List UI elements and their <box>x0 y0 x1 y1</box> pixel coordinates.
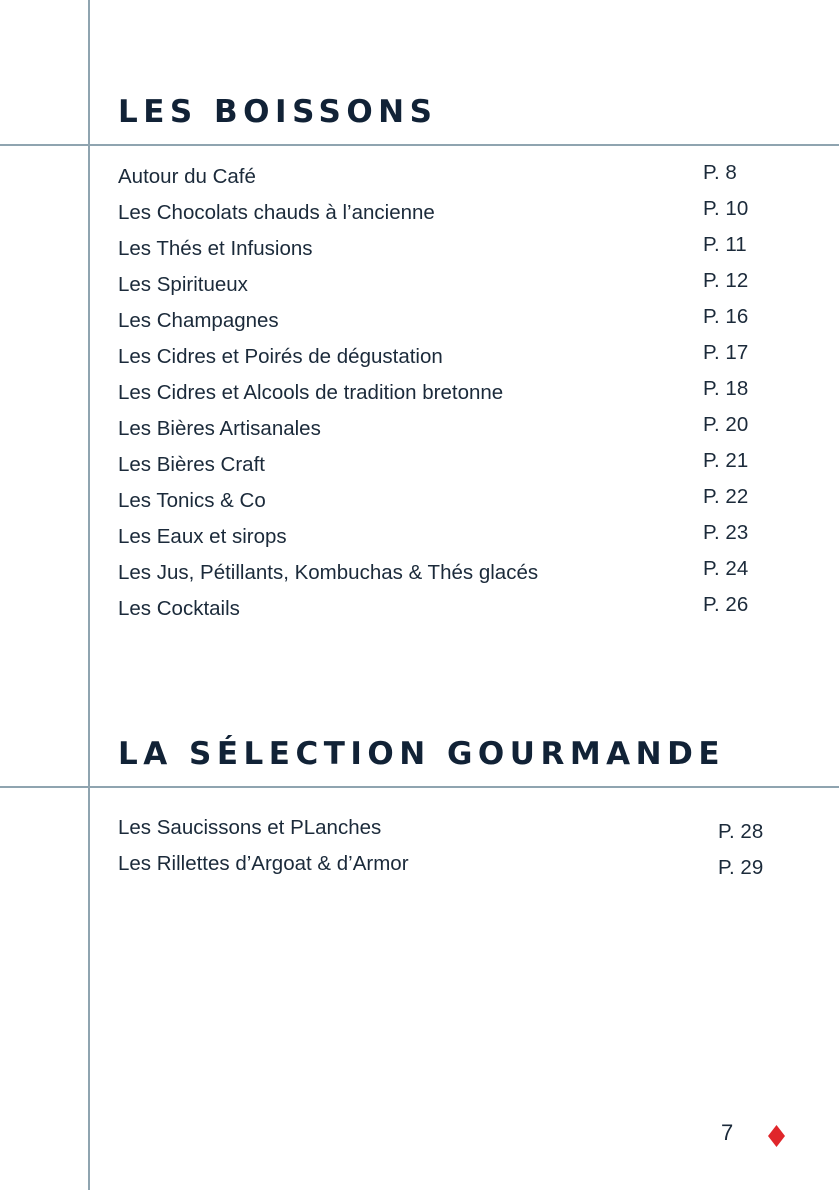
toc-page-ref: P. 28 <box>718 820 764 843</box>
horizontal-rule-boissons <box>0 144 839 146</box>
toc-row[interactable] <box>118 521 758 561</box>
toc-page-ref: P. 17 <box>703 341 749 364</box>
toc-label: Les Cidres et Alcools de tradition bretonne <box>118 381 504 404</box>
toc-label: Les Eaux et sirops <box>118 525 287 548</box>
toc-label: Les Cocktails <box>118 597 240 620</box>
toc-page-ref: P. 23 <box>703 521 749 544</box>
toc-row[interactable] <box>118 161 758 201</box>
page-number: 7 <box>721 1120 734 1145</box>
toc-label: Les Tonics & Co <box>118 489 266 512</box>
toc-label: Les Bières Artisanales <box>118 417 321 440</box>
toc-page-ref: P. 16 <box>703 305 749 328</box>
toc-page-ref: P. 18 <box>703 377 749 400</box>
toc-label: Les Thés et Infusions <box>118 237 313 260</box>
toc-row[interactable] <box>118 816 764 852</box>
toc-row[interactable] <box>118 269 758 309</box>
toc-row[interactable] <box>118 485 758 525</box>
toc-list-gourmande <box>118 816 764 888</box>
toc-label: Les Spiritueux <box>118 273 248 296</box>
toc-row[interactable] <box>118 852 764 888</box>
toc-page-ref: P. 10 <box>703 197 749 220</box>
toc-row[interactable] <box>118 233 758 273</box>
toc-label: Les Cidres et Poirés de dégustation <box>118 345 443 368</box>
vertical-rule <box>88 0 90 1190</box>
toc-list-boissons <box>118 161 758 633</box>
toc-row[interactable] <box>118 305 758 345</box>
toc-page-ref: P. 22 <box>703 485 749 508</box>
toc-label: Les Champagnes <box>118 309 279 332</box>
toc-row[interactable] <box>118 413 758 453</box>
horizontal-rule-gourmande <box>0 786 839 788</box>
toc-label: Les Rillettes d’Argoat & d’Armor <box>118 852 409 875</box>
section-title-gourmande: LA SÉLECTION GOURMANDE <box>118 736 726 772</box>
toc-label: Les Jus, Pétillants, Kombuchas & Thés glacés <box>118 561 539 584</box>
toc-label: Les Bières Craft <box>118 453 265 476</box>
toc-row[interactable] <box>118 593 758 633</box>
toc-page-ref: P. 8 <box>703 161 737 184</box>
toc-row[interactable] <box>118 197 758 237</box>
toc-page-ref: P. 29 <box>718 856 764 879</box>
toc-page-ref: P. 26 <box>703 593 749 616</box>
section-title-boissons: LES BOISSONS <box>118 94 438 130</box>
toc-row[interactable] <box>118 557 758 597</box>
toc-row[interactable] <box>118 449 758 489</box>
toc-row[interactable] <box>118 341 758 381</box>
toc-page-ref: P. 24 <box>703 557 749 580</box>
toc-label: Les Saucissons et PLanches <box>118 816 382 839</box>
toc-page-ref: P. 21 <box>703 449 749 472</box>
toc-page-ref: P. 11 <box>703 233 747 256</box>
toc-page-ref: P. 12 <box>703 269 749 292</box>
toc-row[interactable] <box>118 377 758 417</box>
toc-label: Autour du Café <box>118 165 256 188</box>
toc-page-ref: P. 20 <box>703 413 749 436</box>
toc-label: Les Chocolats chauds à l’ancienne <box>118 201 435 224</box>
diamond-icon <box>768 1125 785 1147</box>
